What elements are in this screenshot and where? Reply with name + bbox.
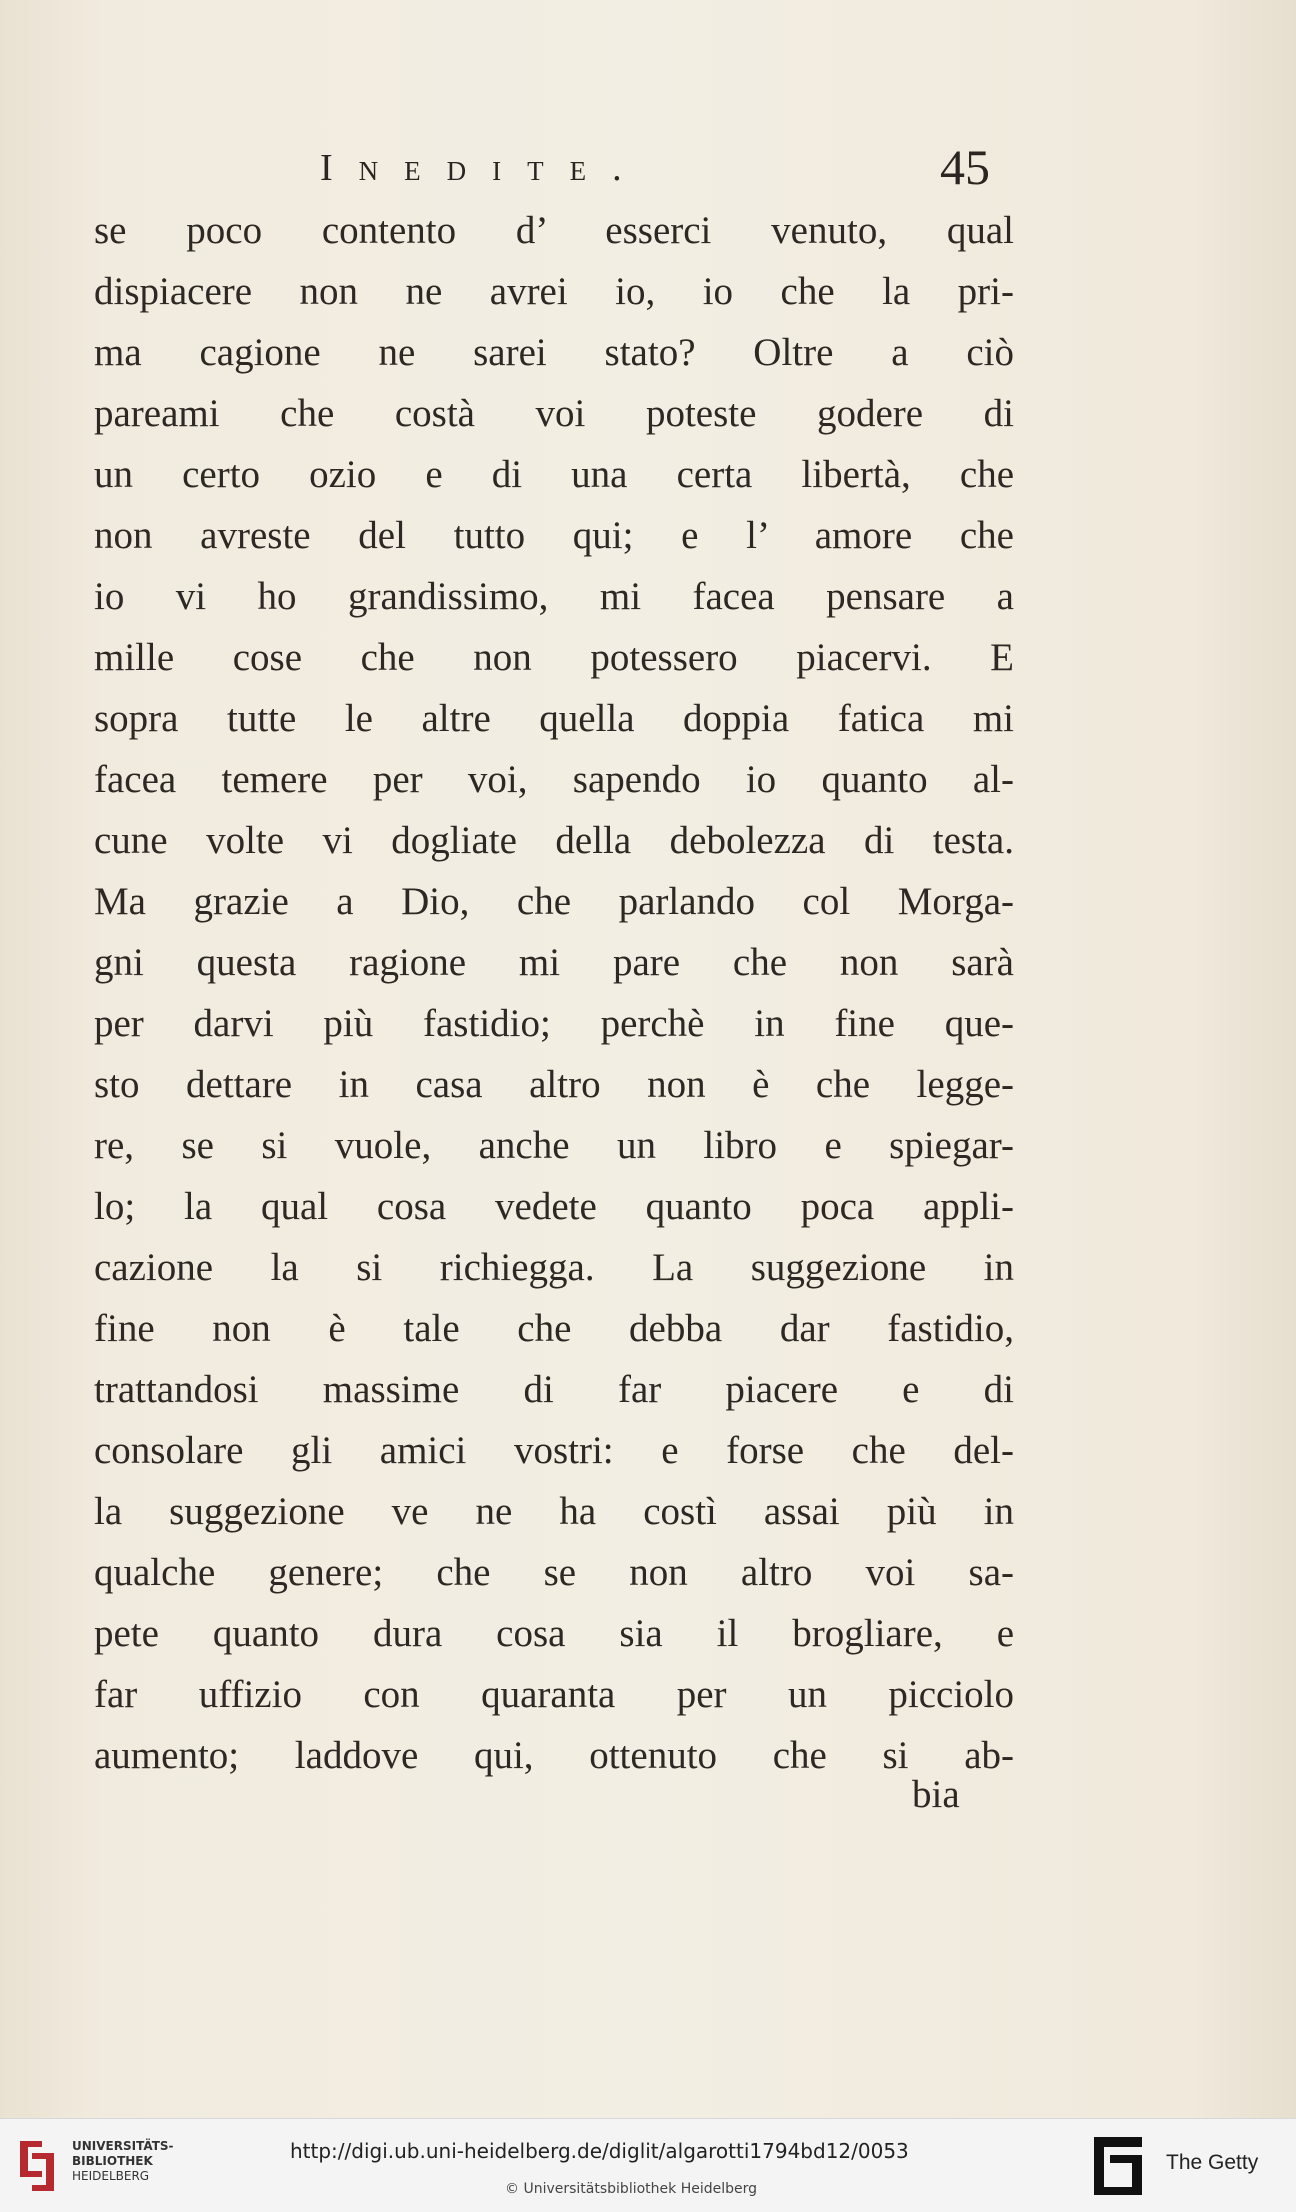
text-line: pareami che costà voi poteste godere di	[94, 392, 1014, 435]
text-line: consolare gli amici vostri: e forse che del-	[94, 1429, 1014, 1472]
heidelberg-library-logo-icon[interactable]	[12, 2131, 62, 2201]
text-line: aumento; laddove qui, ottenuto che si ab-	[94, 1734, 1014, 1777]
text-line: pete quanto dura cosa sia il brogliare, e	[94, 1612, 1014, 1655]
text-line: cune volte vi dogliate della debolezza di testa.	[94, 819, 1014, 862]
running-head: Inedite.	[320, 147, 648, 189]
copyright-notice: © Universitätsbibliothek Heidelberg	[505, 2181, 758, 2197]
text-line: fine non è tale che debba dar fastidio,	[94, 1307, 1014, 1350]
text-line: io vi ho grandissimo, mi facea pensare a	[94, 575, 1014, 618]
institution-line: BIBLIOTHEK	[72, 2154, 153, 2168]
text-line: la suggezione ve ne ha costì assai più in	[94, 1490, 1014, 1533]
text-line: ma cagione ne sarei stato? Oltre a ciò	[94, 331, 1014, 374]
page-header	[0, 138, 1296, 198]
body-text	[94, 200, 1014, 1786]
institution-line: HEIDELBERG	[72, 2169, 150, 2183]
partner-name: The Getty	[1166, 2151, 1259, 2174]
text-line: cazione la si richiegga. La suggezione in	[94, 1246, 1014, 1289]
getty-logo-icon[interactable]	[1090, 2133, 1146, 2199]
text-line: per darvi più fastidio; perchè in fine que-	[94, 1002, 1014, 1045]
text-line: se poco contento d’ esserci venuto, qual	[94, 209, 1014, 252]
permalink-url[interactable]: http://digi.ub.uni-heidelberg.de/diglit/algarotti1794bd12/0053	[290, 2139, 909, 2163]
text-line: dispiacere non ne avrei io, io che la pri-	[94, 270, 1014, 313]
text-line: non avreste del tutto qui; e l’ amore che	[94, 514, 1014, 557]
text-line: far uffizio con quaranta per un picciolo	[94, 1673, 1014, 1716]
text-line: facea temere per voi, sapendo io quanto al-	[94, 758, 1014, 801]
text-line: mille cose che non potessero piacervi. E	[94, 636, 1014, 679]
institution-line: UNIVERSITÄTS-	[72, 2139, 174, 2153]
text-line: lo; la qual cosa vedete quanto poca appli-	[94, 1185, 1014, 1228]
viewer-footer	[0, 2118, 1296, 2212]
text-line: Ma grazie a Dio, che parlando col Morga-	[94, 880, 1014, 923]
text-line: gni questa ragione mi pare che non sarà	[94, 941, 1014, 984]
text-line: trattandosi massime di far piacere e di	[94, 1368, 1014, 1411]
text-line: sopra tutte le altre quella doppia fatica mi	[94, 697, 1014, 740]
text-line: qualche genere; che se non altro voi sa-	[94, 1551, 1014, 1594]
text-line: sto dettare in casa altro non è che legge-	[94, 1063, 1014, 1106]
text-line: re, se si vuole, anche un libro e spiegar-	[94, 1124, 1014, 1167]
text-line: un certo ozio e di una certa libertà, che	[94, 453, 1014, 496]
page-number: 45	[940, 139, 990, 195]
catchword: bia	[912, 1773, 960, 1816]
institution-name	[72, 2139, 174, 2184]
